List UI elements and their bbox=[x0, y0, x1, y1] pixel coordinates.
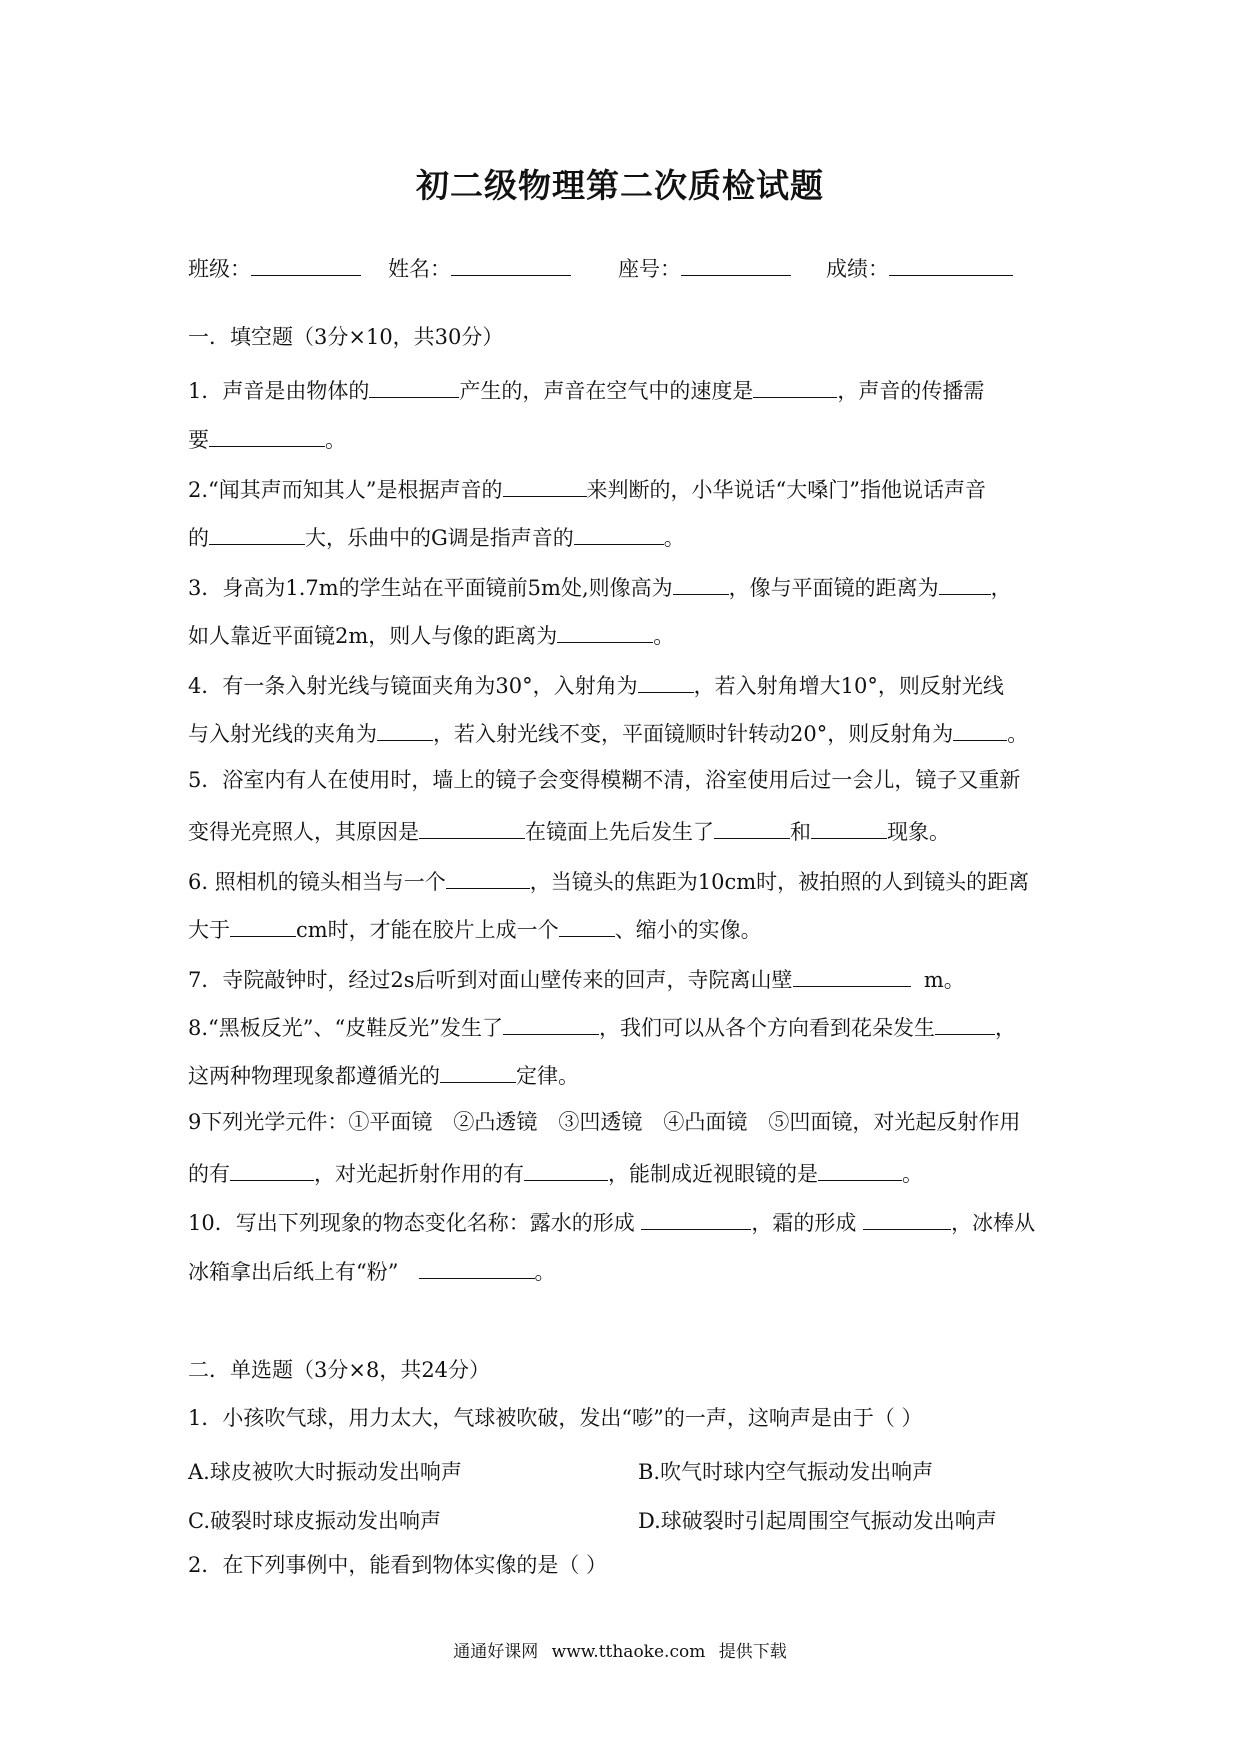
class-field bbox=[188, 253, 361, 283]
q1-blank2[interactable] bbox=[753, 377, 837, 398]
q3-blank1[interactable] bbox=[673, 574, 729, 595]
section1-heading: 一．填空题（3分×10，共30分） bbox=[188, 325, 504, 349]
s2-q1-option-d[interactable]: D.球破裂时引起周围空气振动发出响声 bbox=[638, 1509, 997, 1533]
q8-line2: 这两种物理现象都遵循光的 定律。 bbox=[188, 1064, 579, 1088]
footer bbox=[0, 1637, 1240, 1662]
q3-line2: 如人靠近平面镜2m，则人与像的距离为 。 bbox=[188, 624, 675, 648]
s2-q1-stem: 1．小孩吹气球，用力太大，气球被吹破，发出“嘭”的一声，这响声是由于（ ） bbox=[188, 1406, 923, 1430]
q2-blank2[interactable] bbox=[209, 524, 305, 545]
q8-blank3[interactable] bbox=[440, 1062, 516, 1083]
q10-blank1[interactable] bbox=[641, 1209, 751, 1230]
q6-blank1[interactable] bbox=[446, 868, 530, 889]
q6-line2: 大于 cm时，才能在胶片上成一个 、缩小的实像。 bbox=[188, 918, 762, 942]
class-blank[interactable] bbox=[251, 255, 361, 276]
q7-line: 7．寺院敲钟时，经过2s后听到对面山壁传来的回声，寺院离山壁 m。 bbox=[188, 968, 965, 992]
seat-blank[interactable] bbox=[681, 255, 791, 276]
score-field bbox=[826, 253, 1013, 283]
q10-line2: 冰箱拿出后纸上有“粉” 。 bbox=[188, 1260, 556, 1284]
q1-line1: 1．声音是由物体的 产生的，声音在空气中的速度是 ，声音的传播需 bbox=[188, 379, 985, 403]
q4-line1: 4．有一条入射光线与镜面夹角为30°，入射角为 ，若入射角增大10°，则反射光线 bbox=[188, 674, 1004, 698]
q8-blank1[interactable] bbox=[503, 1014, 599, 1035]
q1-blank3[interactable] bbox=[209, 426, 325, 447]
footer-suffix: 提供下载 bbox=[718, 1642, 787, 1662]
q6-blank3[interactable] bbox=[559, 916, 615, 937]
q9-line2: 的有 ，对光起折射作用的有 ，能制成近视眼镜的是 。 bbox=[188, 1162, 923, 1186]
seat-field bbox=[618, 253, 791, 283]
q5-line2: 变得光亮照人，其原因是 在镜面上先后发生了 和 现象。 bbox=[188, 820, 950, 844]
q6-blank2[interactable] bbox=[230, 916, 296, 937]
q9-line1: 9下列光学元件：①平面镜 ②凸透镜 ③凹透镜 ④凸面镜 ⑤凹面镜，对光起反射作用 bbox=[188, 1110, 1021, 1134]
s2-q1-option-c[interactable]: C.破裂时球皮振动发出响声 bbox=[188, 1509, 441, 1533]
footer-url[interactable]: www.tthaoke.com bbox=[551, 1642, 706, 1662]
q4-line2: 与入射光线的夹角为 ，若入射光线不变，平面镜顺时针转动20°，则反射角为 。 bbox=[188, 722, 1029, 746]
q6-line1: 6. 照相机的镜头相当与一个 ，当镜头的焦距为10cm时，被拍照的人到镜头的距离 bbox=[188, 870, 1030, 894]
q10-blank3[interactable] bbox=[419, 1258, 535, 1279]
s2-q1-option-b[interactable]: B.吹气时球内空气振动发出响声 bbox=[638, 1460, 934, 1484]
section2-heading: 二．单选题（3分×8，共24分） bbox=[188, 1358, 491, 1382]
q9-blank3[interactable] bbox=[818, 1160, 902, 1181]
q7-blank1[interactable] bbox=[793, 966, 911, 987]
name-blank[interactable] bbox=[451, 255, 571, 276]
q2-line2: 的 大，乐曲中的G调是指声音的 。 bbox=[188, 526, 685, 550]
q10-line1: 10．写出下列现象的物态变化名称：露水的形成 ，霜的形成 ，冰棒从 bbox=[188, 1211, 1036, 1235]
q5-line1: 5．浴室内有人在使用时，墙上的镜子会变得模糊不清，浴室使用后过一会儿，镜子又重新 bbox=[188, 768, 1021, 792]
q9-blank1[interactable] bbox=[230, 1160, 314, 1181]
q2-blank1[interactable] bbox=[503, 476, 587, 497]
q3-blank3[interactable] bbox=[557, 622, 653, 643]
q4-blank1[interactable] bbox=[638, 672, 694, 693]
q1-line2: 要 。 bbox=[188, 428, 346, 452]
s2-q2-stem: 2．在下列事例中，能看到物体实像的是（ ） bbox=[188, 1553, 608, 1577]
name-field bbox=[388, 253, 571, 283]
q10-blank2[interactable] bbox=[863, 1209, 951, 1230]
q8-blank2[interactable] bbox=[935, 1014, 995, 1035]
q2-blank3[interactable] bbox=[574, 524, 664, 545]
q3-line1: 3．身高为1.7m的学生站在平面镜前5m处,则像高为 ，像与平面镜的距离为 ， bbox=[188, 576, 1012, 600]
score-blank[interactable] bbox=[889, 255, 1013, 276]
score-label: 成绩： bbox=[826, 257, 889, 281]
q4-blank3[interactable] bbox=[953, 720, 1007, 741]
name-label: 姓名： bbox=[388, 257, 451, 281]
footer-site-name: 通通好课网 bbox=[453, 1642, 539, 1662]
seat-label: 座号： bbox=[618, 257, 681, 281]
q5-blank3[interactable] bbox=[811, 818, 887, 839]
s2-q1-option-a[interactable]: A.球皮被吹大时振动发出响声 bbox=[188, 1460, 462, 1484]
q5-blank2[interactable] bbox=[714, 818, 790, 839]
q8-line1: 8.“黑板反光”、“皮鞋反光”发生了 ，我们可以从各个方向看到花朵发生 ， bbox=[188, 1016, 1016, 1040]
class-label: 班级： bbox=[188, 257, 251, 281]
q3-blank2[interactable] bbox=[939, 574, 991, 595]
q5-blank1[interactable] bbox=[419, 818, 525, 839]
q9-blank2[interactable] bbox=[524, 1160, 608, 1181]
exam-title: 初二级物理第二次质检试题 bbox=[416, 166, 824, 205]
q1-blank1[interactable] bbox=[369, 377, 459, 398]
q4-blank2[interactable] bbox=[377, 720, 433, 741]
q2-line1: 2.“闻其声而知其人”是根据声音的 来判断的，小华说话“大嗓门”指他说话声音 bbox=[188, 478, 986, 502]
